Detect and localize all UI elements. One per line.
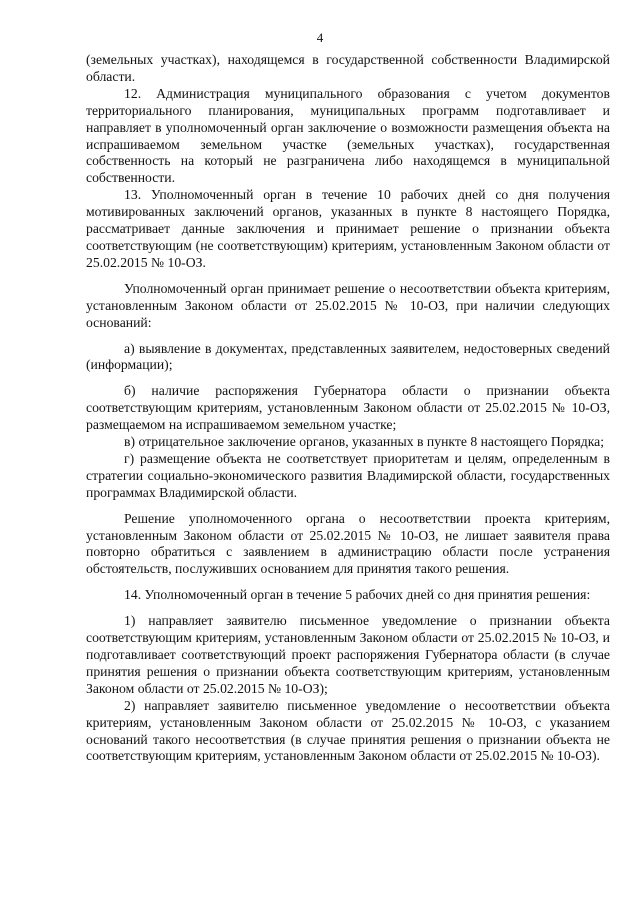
paragraph-continuation: (земельных участках), находящемся в государственной собственности Владимирской области. xyxy=(86,52,610,84)
paragraph-item-12: 12. Администрация муниципального образования с учетом документов территориального планирования, муниципальных программ подготавливает и направляет в уполномоченный орган заключение о возможности размещения объекта на испрашиваемом земельном участке (земельных участках), государственная собственность на который не разграничена либо находящемся в муниципальной собственности. xyxy=(86,85,610,186)
paragraph-reason-b: б) наличие распоряжения Губернатора области о признании объекта соответствующим критериям, установленным Законом области от 25.02.2015 № 10-ОЗ, размещаемом на испрашиваемом земельном участке; xyxy=(86,383,610,433)
paragraph-reason-v: в) отрицательное заключение органов, указанных в пункте 8 настоящего Порядка; xyxy=(124,434,605,450)
paragraph-item-14: 14. Уполномоченный орган в течение 5 рабочих дней со дня принятия решения: xyxy=(124,587,591,603)
paragraph-item-14-1: 1) направляет заявителю письменное уведомление о признании объекта соответствующим критериям, установленным Законом области от 25.02.2015 № 10-ОЗ, и подготавливает соответствующий проект распоряжения Губернатора области (в случае принятия решения о признании объекта соответствующим критериям, установленным Законом области от 25.02.2015 № 10-ОЗ); xyxy=(86,613,610,696)
paragraph-reason-g: г) размещение объекта не соответствует приоритетам и целям, определенным в стратегии социально-экономического развития Владимирской области, государственных программах Владимирской области. xyxy=(86,450,610,500)
document-body xyxy=(86,52,610,765)
paragraph-decision-note: Решение уполномоченного органа о несоответствии проекта критериям, установленным Законом области от 25.02.2015 № 10-ОЗ, не лишает заявителя права повторно обратиться с заявлением в администрацию области после устранения обстоятельств, послуживших основанием для принятия такого решения. xyxy=(86,510,610,577)
paragraph-item-13: 13. Уполномоченный орган в течение 10 рабочих дней со дня получения мотивированных заключений органов, указанных в пункте 8 настоящего Порядка, рассматривает данные заключения и принимает решение о признании объекта соответствующим (не соответствующим) критериям, установленным Законом области от 25.02.2015 № 10-ОЗ. xyxy=(86,187,610,270)
page-number: 4 xyxy=(316,30,324,45)
paragraph-item-14-2: 2) направляет заявителю письменное уведомление о несоответствии объекта критериям, установленным Законом области от 25.02.2015 № 10-ОЗ, с указанием оснований такого несоответствия (в случае принятия решения о признании объекта не соответствующим критериям, установленным Законом области от 25.02.2015 № 10-ОЗ). xyxy=(86,697,610,764)
paragraph-non-compliance-intro: Уполномоченный орган принимает решение о несоответствии объекта критериям, установленным Законом области от 25.02.2015 № 10-ОЗ, при наличии следующих оснований: xyxy=(86,280,610,330)
paragraph-reason-a: а) выявление в документах, представленных заявителем, недостоверных сведений (информации); xyxy=(86,340,610,373)
